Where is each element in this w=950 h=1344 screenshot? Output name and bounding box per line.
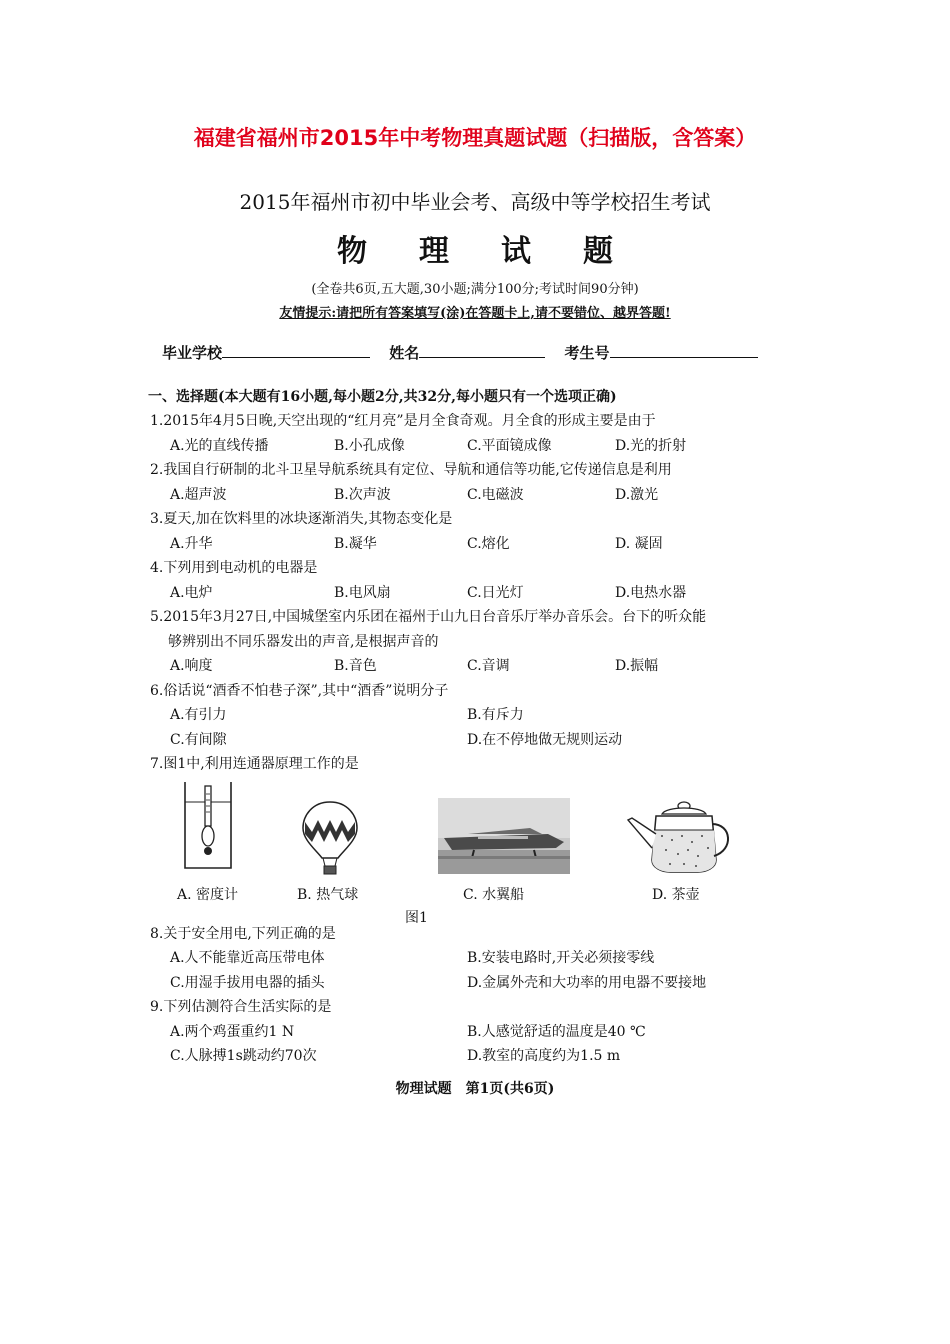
student-info-blanks (162, 342, 772, 363)
figure-label-b: B. 热气球 (297, 887, 359, 903)
question-6: 6.俗话说“酒香不怕巷子深”,其中“酒香”说明分子 (150, 683, 449, 699)
q5-option-d: D.振幅 (615, 658, 659, 674)
q3-option-a: A.升华 (170, 536, 213, 552)
q2-option-b: B.次声波 (334, 487, 391, 503)
name-label: 姓名 (389, 344, 420, 362)
figure-label-a: A. 密度计 (177, 887, 239, 903)
question-8: 8.关于安全用电,下列正确的是 (150, 926, 336, 942)
friendly-tip: 友情提示:请把所有答案填写(涂)在答题卡上,请不要错位、越界答题! (279, 306, 671, 321)
q9-option-d: D.教室的高度约为1.5 m (467, 1048, 621, 1064)
question-4: 4.下列用到电动机的电器是 (150, 560, 318, 576)
q3-option-b: B.凝华 (334, 536, 377, 552)
q4-option-c: C.日光灯 (467, 585, 524, 601)
q2-option-a: A.超声波 (170, 487, 227, 503)
figure-label-c: C. 水翼船 (463, 887, 525, 903)
question-3: 3.夏天,加在饮料里的冰块逐渐消失,其物态变化是 (150, 511, 453, 527)
q4-option-d: D.电热水器 (615, 585, 687, 601)
question-9: 9.下列估测符合生活实际的是 (150, 999, 332, 1015)
q4-option-b: B.电风扇 (334, 585, 391, 601)
teapot-figure (626, 800, 738, 874)
q8-option-b: B.安装电路时,开关必须接零线 (467, 950, 655, 966)
q5-option-c: C.音调 (467, 658, 510, 674)
question-5: 5.2015年3月27日,中国城堡室内乐团在福州于山九日台音乐厅举办音乐会。台下的听众能 (150, 609, 707, 625)
q3-option-c: C.熔化 (467, 536, 510, 552)
name-blank (419, 343, 545, 358)
q6-option-c: C.有间隙 (170, 732, 227, 748)
q6-option-a: A.有引力 (170, 707, 227, 723)
document-title: 福建省福州市2015年中考物理真题试题（扫描版，含答案） (193, 126, 757, 150)
question-5-continued: 够辨别出不同乐器发出的声音,是根据声音的 (168, 634, 439, 650)
figure-caption: 图1 (405, 910, 428, 926)
figure-label-d: D. 茶壶 (652, 887, 700, 903)
q1-option-c: C.平面镜成像 (467, 438, 552, 454)
q5-option-b: B.音色 (334, 658, 377, 674)
q5-option-a: A.响度 (170, 658, 213, 674)
q8-option-c: C.用湿手拔用电器的插头 (170, 975, 325, 991)
q3-option-d: D. 凝固 (615, 536, 663, 552)
q6-option-b: B.有斥力 (467, 707, 524, 723)
exam-title: 2015年福州市初中毕业会考、高级中等学校招生考试 (239, 190, 711, 214)
hydrofoil-boat-figure (438, 798, 570, 874)
q8-option-d: D.金属外壳和大功率的用电器不要接地 (467, 975, 707, 991)
q9-option-a: A.两个鸡蛋重约1 N (170, 1024, 295, 1040)
q1-option-b: B.小孔成像 (334, 438, 405, 454)
question-1: 1.2015年4月5日晚,天空出现的“红月亮”是月全食奇观。月全食的形成主要是由于 (150, 413, 656, 429)
exam-number-blank (610, 343, 758, 358)
subject-title: 物理试题 (337, 234, 665, 269)
page-footer: 物理试题 第1页(共6页) (395, 1081, 555, 1097)
q2-option-d: D.激光 (615, 487, 659, 503)
exam-number-label: 考生号 (564, 344, 610, 362)
q1-option-d: D.光的折射 (615, 438, 687, 454)
q1-option-a: A.光的直线传播 (170, 438, 269, 454)
q6-option-d: D.在不停地做无规则运动 (467, 732, 623, 748)
section-heading: 一、选择题(本大题有16小题,每小题2分,共32分,每小题只有一个选项正确) (148, 389, 617, 405)
q8-option-a: A.人不能靠近高压带电体 (170, 950, 325, 966)
hot-air-balloon-figure (300, 800, 360, 876)
question-2: 2.我国自行研制的北斗卫星导航系统具有定位、导航和通信等功能,它传递信息是利用 (150, 462, 672, 478)
q9-option-c: C.人脉搏1s跳动约70次 (170, 1048, 317, 1064)
exam-info: (全卷共6页,五大题,30小题;满分100分;考试时间90分钟) (311, 282, 639, 297)
q4-option-a: A.电炉 (170, 585, 213, 601)
question-7: 7.图1中,利用连通器原理工作的是 (150, 756, 359, 772)
school-blank (222, 343, 370, 358)
q9-option-b: B.人感觉舒适的温度是40 ℃ (467, 1024, 646, 1040)
hydrometer-figure (182, 780, 234, 872)
school-label: 毕业学校 (162, 344, 223, 362)
q2-option-c: C.电磁波 (467, 487, 524, 503)
